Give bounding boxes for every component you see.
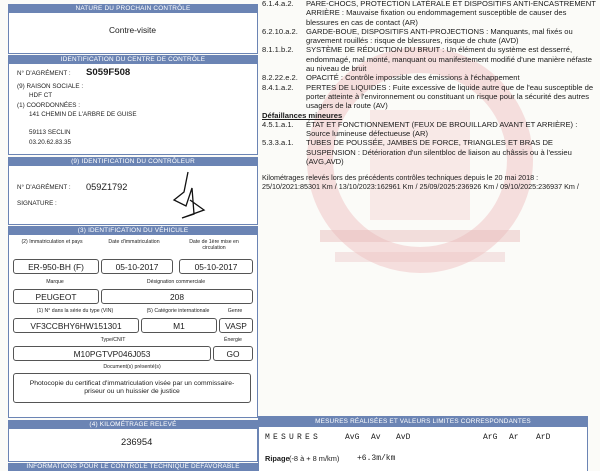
marque-value: PEUGEOT (13, 289, 99, 304)
centre-city: 59113 SECLIN (29, 129, 71, 136)
minor-defect-code: 5.3.3.a.1. (262, 138, 294, 148)
ripage-range: (-8 à + 8 m/km) (289, 454, 340, 463)
vin-label: (1) N° dans la série du type (VIN) (36, 308, 114, 314)
kilometrage-value: 236954 (121, 436, 153, 447)
defect-text: PERTES DE LIQUIDES : Fuite excessive de liquide autre que de l'eau susceptible de porter atteinte à l'environnement ou constituant un risque pour la sécurité des autres usagers de la route (AV) (306, 82, 594, 111)
defect-text: SYSTÈME DE RÉDUCTION DU BRUIT : Un élément du système est desserré, endommagé, mal monté, manquant ou manifestement modifié d'une manière néfaste au niveau de bruit (306, 45, 592, 74)
defect-item (262, 73, 598, 82)
categorie-value: M1 (141, 318, 217, 333)
mesures-col-ar: Ar (509, 433, 519, 442)
immat-value: ER-950-BH (F) (13, 259, 99, 274)
designation-label: Désignation commerciale (146, 279, 206, 285)
controleur-agrement-value: 059Z1792 (86, 182, 128, 192)
defect-code: 6.1.4.a.2. (262, 0, 294, 8)
mesures-col-avd: AvD (396, 433, 411, 442)
genre-value: VASP (219, 318, 253, 333)
mesures-col-avg: AvG (345, 433, 360, 442)
defect-item (262, 27, 598, 46)
minor-defect-text: ÉTAT ET FONCTIONNEMENT (FEUX DE BROUILLARD AVANT ET ARRIÈRE) : Source lumineuse défectueuse (AR) (306, 119, 578, 139)
nature-header: NATURE DU PROCHAIN CONTRÔLE (9, 5, 257, 13)
centre-address: 141 CHEMIN DE L'ARBRE DE GUISE (29, 111, 137, 118)
defect-code: 6.2.10.a.2. (262, 26, 298, 36)
controleur-header: (9) IDENTIFICATION DU CONTRÔLEUR (9, 158, 257, 166)
date-first-value: 05-10-2017 (179, 259, 253, 274)
minor-defect-item (262, 138, 598, 166)
centre-agrement-label: N° D'AGRÉMENT : (17, 70, 71, 77)
controleur-panel (8, 157, 258, 225)
kilometrage-header: (4) KILOMÉTRAGE RELEVÉ (9, 421, 257, 429)
controleur-signature-label: SIGNATURE : (17, 200, 57, 207)
energie-value: GO (213, 346, 253, 361)
centre-coord-label: (1) COORDONNÉES : (17, 102, 80, 109)
minor-defect-item (262, 120, 598, 139)
documents-value: Photocopie du certificat d'immatriculation visée par un commissaire-priseur ou un huissier de justice (13, 373, 251, 403)
mesures-title: MESURES (265, 433, 322, 442)
nature-panel (8, 4, 258, 54)
defect-code: 8.4.1.a.2. (262, 82, 294, 92)
vehicule-panel (8, 226, 258, 418)
defect-code: 8.2.22.e.2. (262, 73, 298, 83)
categorie-label: (5) Catégorie internationale (146, 308, 210, 314)
type-value: M10PGTVP046J053 (13, 346, 211, 361)
centre-agrement-value: S059F508 (86, 67, 131, 78)
bottom-left-header: INFORMATIONS POUR LE CONTRÔLE TECHNIQUE DÉFAVORABLE (8, 463, 258, 471)
date-immat-label: Date d'immatriculation (108, 239, 160, 245)
defect-code: 8.1.1.b.2. (262, 45, 294, 55)
kilometrage-panel (8, 420, 258, 462)
date-first-label: Date de 1ère mise en circulation (189, 239, 239, 251)
date-immat-value: 05-10-2017 (101, 259, 173, 274)
defect-item (262, 45, 598, 73)
controleur-agrement-label: N° D'AGRÉMENT : (17, 184, 71, 191)
defect-text: PARE-CHOCS, PROTECTION LATÉRALE ET DISPOSITIFS ANTI-ENCASTREMENT ARRIÈRE : Mauvaise fixation ou endommagement susceptible de causer des blessures en cas de contact (AR) (306, 0, 596, 27)
mesures-col-av: Av (371, 433, 381, 442)
genre-label: Genre (227, 308, 243, 314)
documents-label: Document(s) présenté(s) (103, 364, 161, 370)
controleur-signature (164, 170, 214, 222)
nature-value: Contre-visite (109, 25, 157, 35)
ripage-value: +6.3m/km (357, 454, 396, 463)
mesures-panel (258, 416, 588, 471)
centre-phone: 03.20.62.83.35 (29, 139, 72, 146)
defect-item (262, 0, 598, 27)
km-history: Kilométrages relevés lors des précédents contrôles techniques depuis le 20 mai 2018 : 25/10/2021:85301 Km / 13/10/2023:162961 Km / 25/09/2025:236926 Km / 09/10/2025:236937 Km / (262, 173, 579, 191)
defect-item (262, 83, 598, 111)
designation-value: 208 (101, 289, 253, 304)
centre-raison-value: HDF CT (29, 92, 53, 99)
ripage-label: Ripage (265, 454, 290, 463)
centre-panel (8, 55, 258, 155)
mesures-col-arg: ArG (483, 433, 498, 442)
vehicule-header: (3) IDENTIFICATION DU VÉHICULE (9, 227, 257, 235)
defect-text: OPACITÉ : Contrôle impossible des émissions à l'échappement (306, 73, 520, 83)
defect-text: GARDE-BOUE, DISPOSITIFS ANTI-PROJECTIONS : Manquants, mal fixés ou gravement rouillés : risque de blessures, risque de chute (AVD) (306, 26, 573, 46)
minor-defect-code: 4.5.1.a.1. (262, 119, 294, 129)
marque-label: Marque (46, 279, 64, 285)
type-label: Type/CNIT (100, 337, 126, 343)
vin-value: VF3CCBHY6HW151301 (13, 318, 139, 333)
mesures-col-ard: ArD (536, 433, 551, 442)
centre-header: IDENTIFICATION DU CENTRE DE CONTRÔLE (9, 56, 257, 64)
defects-list (262, 0, 598, 192)
minor-defect-text: TUBES DE POUSSÉE, JAMBES DE FORCE, TRIANGLES ET BRAS DE SUSPENSION : Détérioration d'un silentbloc de liaison au châssis ou à l'essieu (AVG,AVD) (306, 138, 572, 167)
immat-label: (2) Immatriculation et pays (21, 239, 83, 245)
mesures-header: MESURES RÉALISÉES ET VALEURS LIMITES CORRESPONDANTES (259, 417, 587, 427)
centre-raison-label: (9) RAISON SOCIALE : (17, 83, 84, 90)
energie-label: Énergie (224, 337, 242, 343)
minor-defects-title: Défaillances mineures (262, 110, 343, 120)
